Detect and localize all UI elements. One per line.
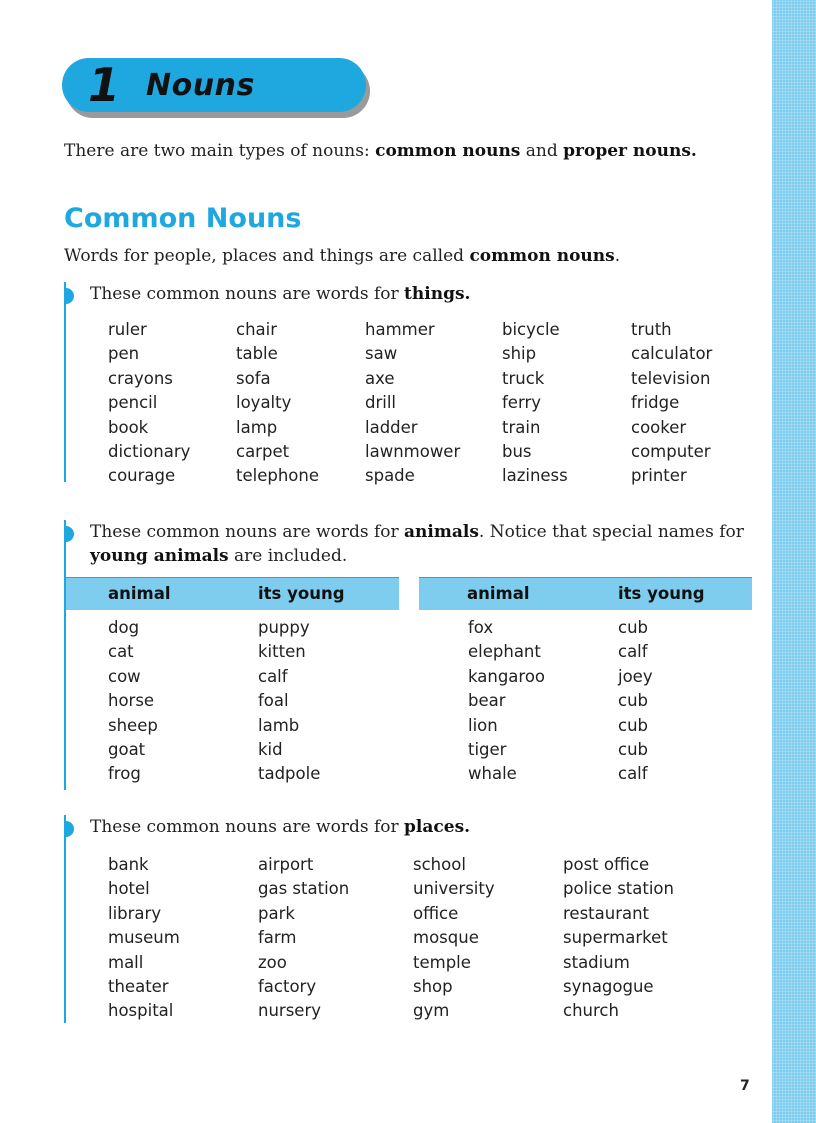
table-cell: kid [258,739,283,759]
list-item: restaurant [563,903,650,923]
list-item: factory [258,976,317,996]
column-header-its-young: its young [258,584,345,603]
things-word-grid [108,318,741,489]
places-intro [66,815,470,839]
table-cell: horse [108,691,155,711]
list-item: carpet [236,441,290,461]
table-cell: bear [468,691,506,711]
section-desc-before: Words for people, places and things are called [64,246,470,266]
list-item: lawnmower [365,441,461,461]
table-cell: calf [618,642,648,662]
list-item: lamp [236,417,278,437]
list-item: bank [108,855,149,874]
list-item: library [108,903,162,923]
column-header-animal: animal [467,584,530,603]
list-item: television [631,368,711,388]
list-item: mall [108,952,144,972]
list-item: train [502,417,541,437]
things-intro-before: These common nouns are words for [90,284,405,304]
list-item: cooker [631,417,687,437]
animals-intro-after: are included. [228,546,348,566]
list-item: mosque [413,928,479,948]
table-cell: goat [108,739,146,759]
intro-text-before: There are two main types of nouns: [64,141,376,161]
list-item: laziness [502,466,568,486]
list-item: nursery [258,1001,321,1021]
table-cell: cub [618,691,649,711]
table-cell: dog [108,618,140,637]
section-desc-after: . [614,246,621,266]
list-item: stadium [563,952,630,972]
table-cell: frog [108,764,141,784]
list-item: farm [258,928,297,948]
intro-text-mid: and [520,141,564,161]
animals-table-body [108,616,718,787]
list-item: dictionary [108,441,191,461]
list-item: fridge [631,393,680,413]
places-intro-before: These common nouns are words for [90,817,405,837]
list-item: office [413,903,459,923]
table-cell: cub [618,618,649,637]
table-cell: whale [468,764,517,784]
chapter-title: Nouns [146,67,255,103]
list-item: courage [108,466,176,486]
table-cell: joey [618,666,653,686]
list-item: table [236,344,278,364]
list-item: airport [258,855,314,874]
section-heading: Common Nouns [64,203,302,234]
list-item: temple [413,952,471,972]
list-item: book [108,417,149,437]
table-cell: calf [618,764,648,784]
chapter-number: 1 [88,58,121,112]
table-cell: puppy [258,618,310,637]
table-cell: cub [618,715,649,735]
table-cell: calf [258,666,288,686]
page-number: 7 [740,1078,750,1094]
list-item: truck [502,368,545,388]
table-cell: tiger [468,739,507,759]
table-cell: kangaroo [468,666,546,686]
animals-intro-term: animals [404,522,479,542]
list-item: shop [413,976,453,996]
table-cell: fox [468,618,494,637]
animals-intro-mid: . Notice that special names for [478,522,744,542]
table-cell: elephant [468,642,541,662]
list-item: axe [365,368,395,388]
animals-table-header-right [419,577,752,610]
table-cell: tadpole [258,764,321,784]
list-item: hotel [108,879,150,899]
list-item: telephone [236,466,319,486]
list-item: museum [108,928,180,948]
table-cell: kitten [258,642,306,662]
list-item: hospital [108,1001,174,1021]
intro-term-proper: proper nouns. [563,141,697,161]
section-description [64,246,620,266]
side-color-strip [772,0,816,1123]
list-item: gas station [258,879,350,899]
table-cell: cub [618,739,649,759]
places-intro-term: places. [404,817,471,837]
list-item: hammer [365,320,435,339]
list-item: ferry [502,393,542,413]
list-item: loyalty [236,393,292,413]
table-cell: foal [258,691,289,711]
things-intro-term: things. [404,284,471,304]
table-cell: lion [468,715,498,735]
list-item: ship [502,344,537,364]
list-item: spade [365,466,415,486]
list-item: zoo [258,952,287,972]
list-item: saw [365,344,398,364]
list-item: school [413,855,466,874]
list-item: drill [365,393,397,413]
chapter-banner [62,58,366,112]
list-item: university [413,879,495,899]
things-intro [66,282,470,306]
table-cell: sheep [108,715,158,735]
list-item: ruler [108,320,147,339]
list-item: sofa [236,368,271,388]
column-header-its-young: its young [618,584,705,603]
animals-intro-before: These common nouns are words for [90,522,405,542]
intro-term-common: common nouns [375,141,521,161]
list-item: computer [631,441,711,461]
list-item: printer [631,466,687,486]
list-item: gym [413,1001,450,1021]
list-item: supermarket [563,928,668,948]
places-word-grid [108,853,693,1024]
list-item: bus [502,441,532,461]
list-item: calculator [631,344,713,364]
list-item: chair [236,320,278,339]
list-item: church [563,1001,619,1021]
list-item: park [258,903,295,923]
table-cell: lamb [258,715,300,735]
column-header-animal: animal [108,584,171,603]
list-item: bicycle [502,320,560,339]
table-cell: cat [108,642,134,662]
animals-intro-term-young: young animals [90,546,229,566]
list-item: ladder [365,417,418,437]
list-item: police station [563,879,674,899]
animals-table-header-left [66,577,399,610]
list-item: truth [631,320,672,339]
intro-paragraph [64,141,697,161]
list-item: crayons [108,368,173,388]
list-item: theater [108,976,169,996]
section-desc-term: common nouns [469,246,615,266]
list-item: post office [563,855,650,874]
table-cell: cow [108,666,141,686]
list-item: pencil [108,393,158,413]
animals-intro [66,520,744,568]
list-item: synagogue [563,976,654,996]
list-item: pen [108,344,140,364]
